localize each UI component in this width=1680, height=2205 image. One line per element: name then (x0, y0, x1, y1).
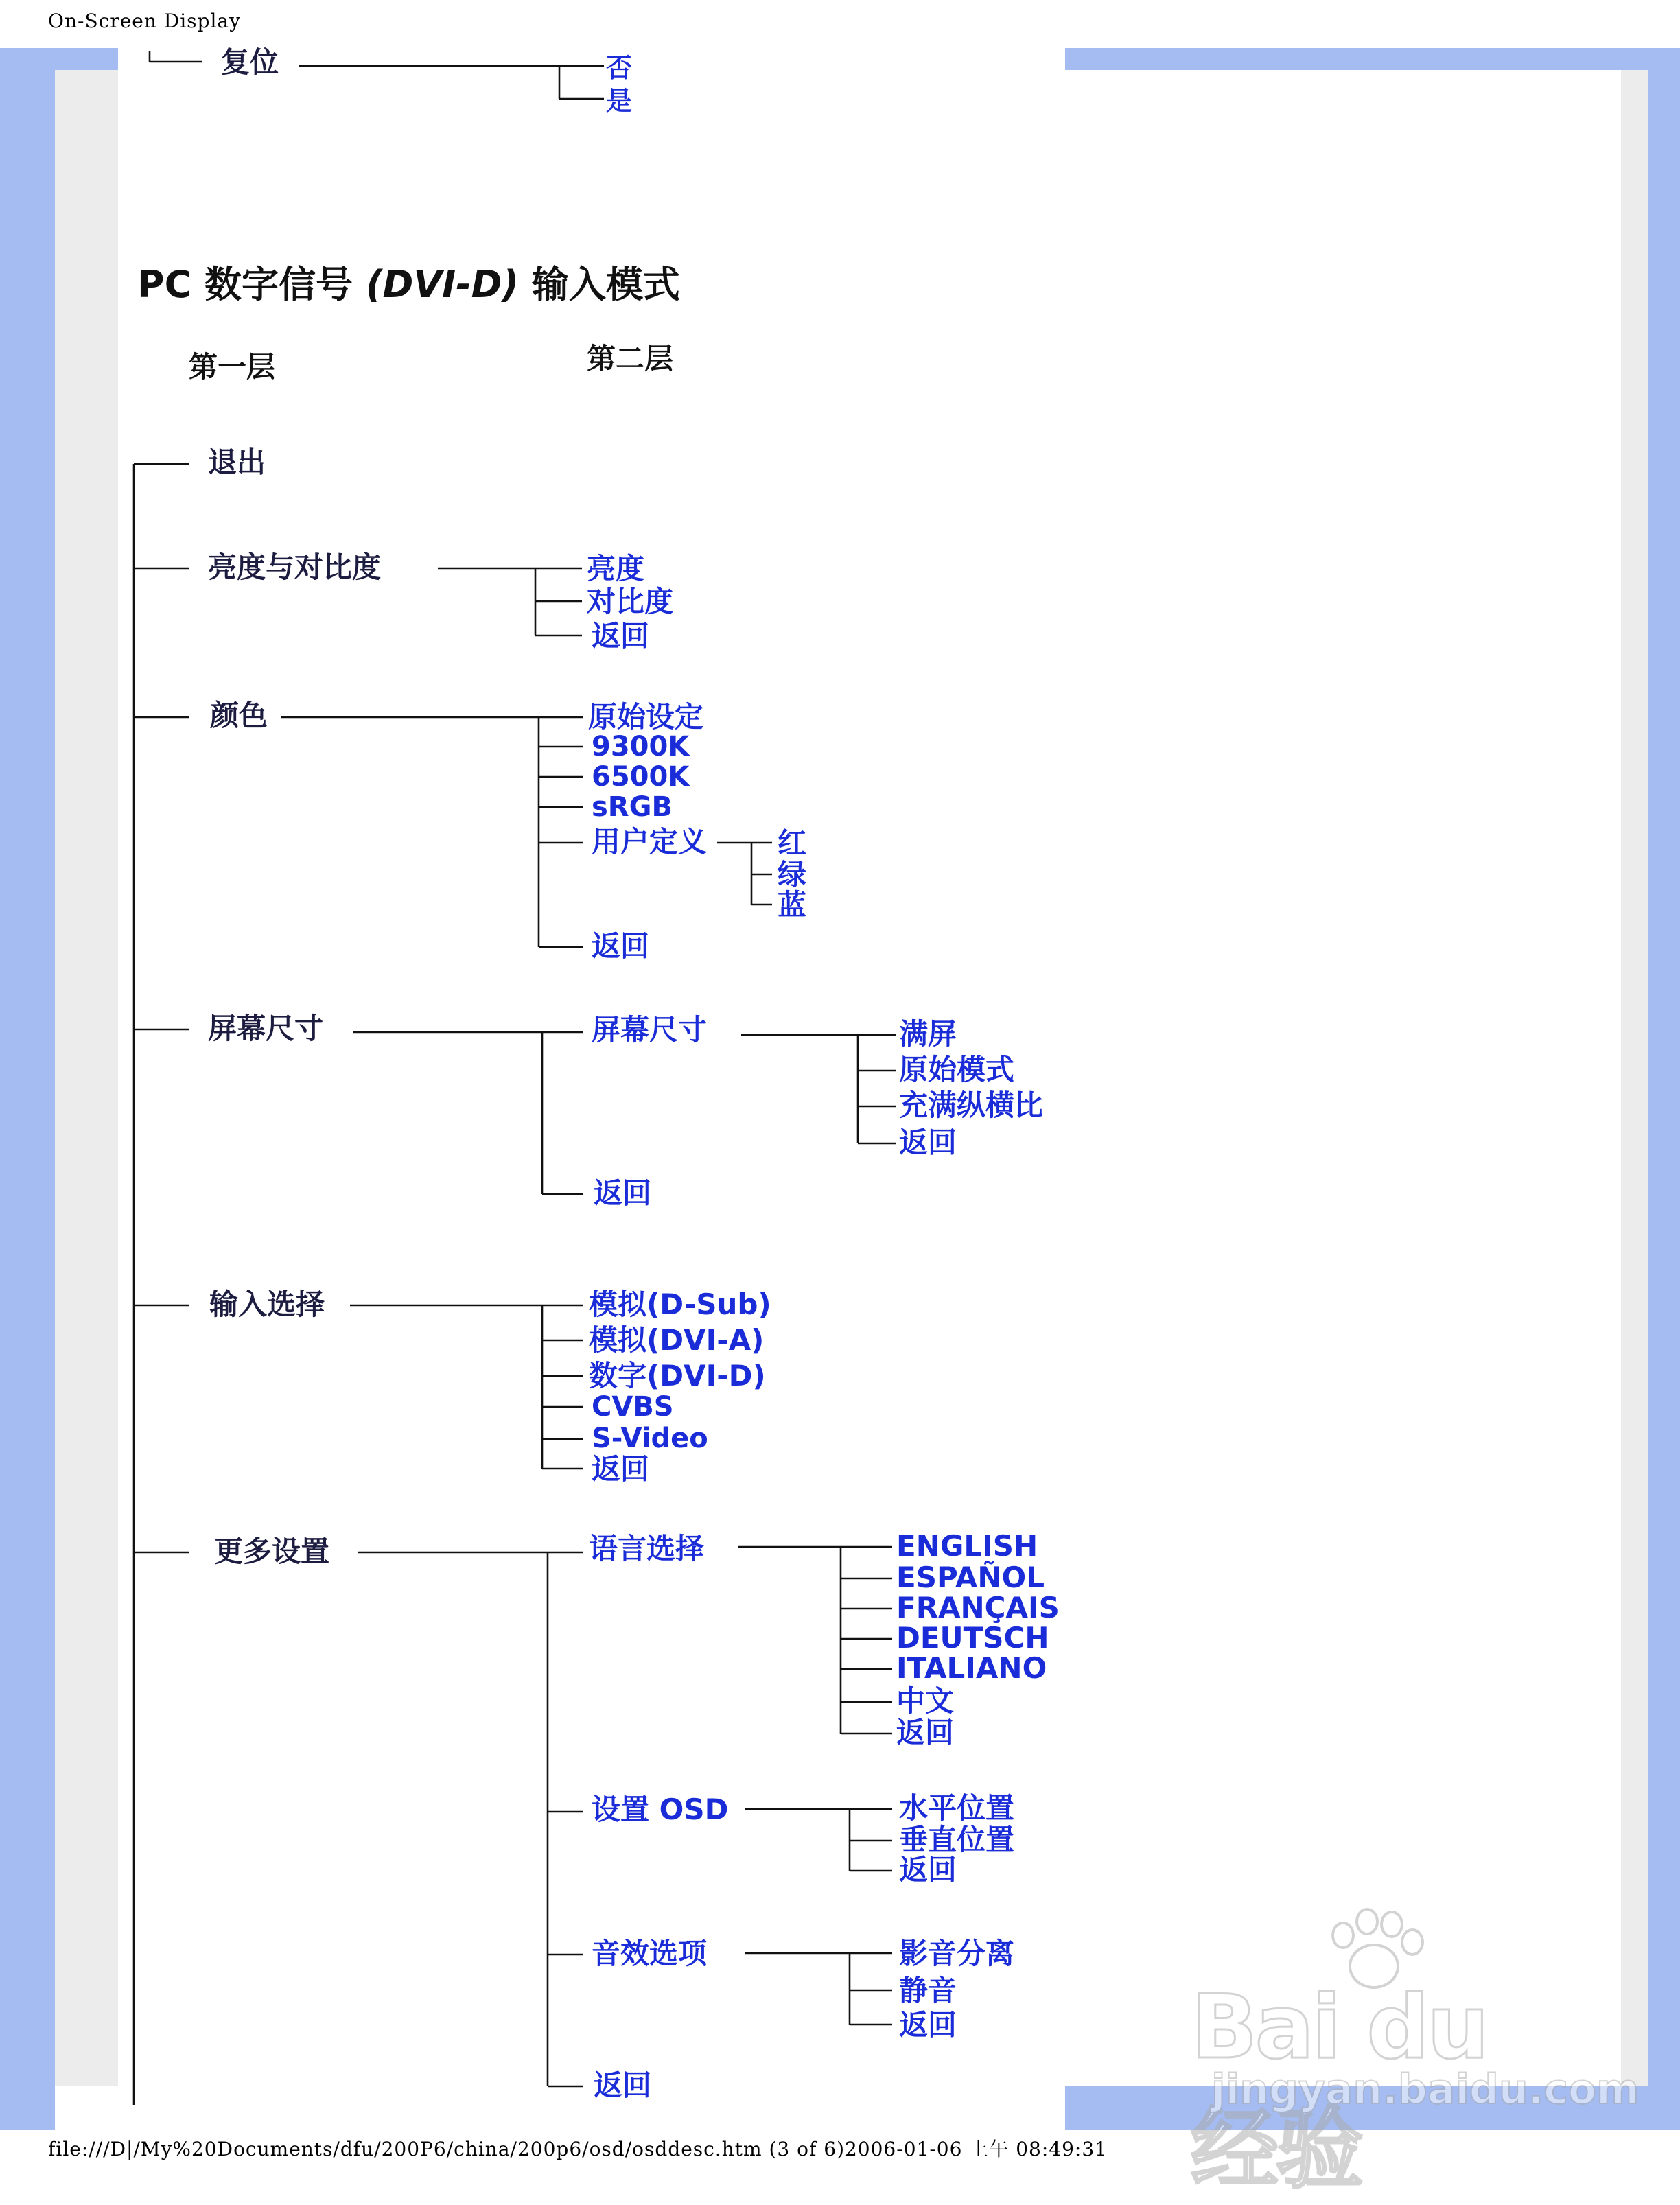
reset-option-no[interactable]: 否 (606, 53, 633, 83)
item-fill-aspect[interactable]: 充满纵横比 (899, 1088, 1044, 1122)
item-9300k[interactable]: 9300K (592, 731, 690, 762)
lang-espanol[interactable]: ESPAÑOL (896, 1561, 1045, 1594)
paw-icon (1331, 1922, 1355, 1949)
item-back[interactable]: 返回 (592, 619, 650, 653)
paw-icon (1380, 1911, 1403, 1938)
lang-chinese[interactable]: 中文 (896, 1684, 955, 1718)
menu-brightness-contrast[interactable]: 亮度与对比度 (208, 550, 382, 584)
menu-more-settings[interactable]: 更多设置 (214, 1535, 330, 1568)
item-language-select[interactable]: 语言选择 (589, 1532, 705, 1565)
item-analog-dsub[interactable]: 模拟(D-Sub) (589, 1287, 771, 1321)
item-contrast[interactable]: 对比度 (587, 585, 674, 618)
item-brightness[interactable]: 亮度 (587, 552, 645, 585)
menu-color[interactable]: 颜色 (210, 699, 268, 732)
item-s-video[interactable]: S-Video (592, 1423, 708, 1454)
item-back[interactable]: 返回 (592, 1452, 650, 1486)
item-back[interactable]: 返回 (594, 1176, 652, 1210)
page-header: On-Screen Display (48, 10, 241, 32)
item-native-mode[interactable]: 原始模式 (899, 1053, 1015, 1086)
baidu-watermark (1191, 1901, 1640, 2201)
lang-italiano[interactable]: ITALIANO (896, 1651, 1047, 1685)
item-red[interactable]: 红 (778, 826, 807, 860)
item-back[interactable]: 返回 (899, 1125, 957, 1159)
level1-heading: 第一层 (189, 350, 276, 384)
item-cvbs[interactable]: CVBS (592, 1391, 674, 1423)
watermark-url: jingyan.baidu.com (1211, 2066, 1640, 2114)
item-srgb[interactable]: sRGB (592, 791, 673, 823)
watermark-brand: Bai du 经验 (1191, 1976, 1487, 2201)
section-title: PC 数字信号 (DVI-D) 输入模式 (137, 263, 680, 306)
item-back[interactable]: 返回 (896, 1716, 955, 1749)
lang-francais[interactable]: FRANÇAIS (896, 1591, 1060, 1624)
item-av-separate[interactable]: 影音分离 (899, 1937, 1015, 1970)
item-analog-dvia[interactable]: 模拟(DVI-A) (589, 1323, 765, 1357)
item-mute[interactable]: 静音 (899, 1974, 957, 2007)
item-green[interactable]: 绿 (778, 858, 807, 891)
paw-icon (1401, 1928, 1424, 1956)
lang-deutsch[interactable]: DEUTSCH (896, 1621, 1049, 1655)
menu-screen-size[interactable]: 屏幕尺寸 (208, 1012, 324, 1045)
item-back[interactable]: 返回 (594, 2068, 652, 2102)
level2-heading: 第二层 (587, 342, 674, 375)
item-audio-options[interactable]: 音效选项 (592, 1937, 708, 1970)
page-footer-url: file:///D|/My%20Documents/dfu/200P6/china/200p6/osd/osddesc.htm (3 of 6)2006-01-06 上午 08:49:31 (48, 2138, 1108, 2160)
item-h-position[interactable]: 水平位置 (899, 1791, 1015, 1825)
menu-input-select[interactable]: 输入选择 (209, 1287, 325, 1321)
item-original-setting[interactable]: 原始设定 (588, 700, 704, 734)
item-screen-size[interactable]: 屏幕尺寸 (592, 1013, 708, 1047)
paw-icon (1355, 1908, 1379, 1935)
item-user-define[interactable]: 用户定义 (592, 825, 708, 859)
reset-item[interactable]: 复位 (221, 45, 279, 79)
item-full-screen[interactable]: 满屏 (899, 1017, 957, 1051)
lang-english[interactable]: ENGLISH (896, 1529, 1038, 1563)
item-6500k[interactable]: 6500K (592, 761, 690, 793)
item-blue[interactable]: 蓝 (778, 888, 807, 922)
item-v-position[interactable]: 垂直位置 (899, 1823, 1015, 1856)
menu-exit[interactable]: 退出 (208, 445, 266, 479)
item-back[interactable]: 返回 (592, 929, 650, 963)
item-digital-dvid[interactable]: 数字(DVI-D) (589, 1359, 766, 1392)
item-back[interactable]: 返回 (899, 2008, 957, 2042)
item-osd-settings[interactable]: 设置 OSD (592, 1793, 729, 1826)
reset-option-yes[interactable]: 是 (606, 86, 633, 116)
item-back[interactable]: 返回 (899, 1853, 957, 1887)
